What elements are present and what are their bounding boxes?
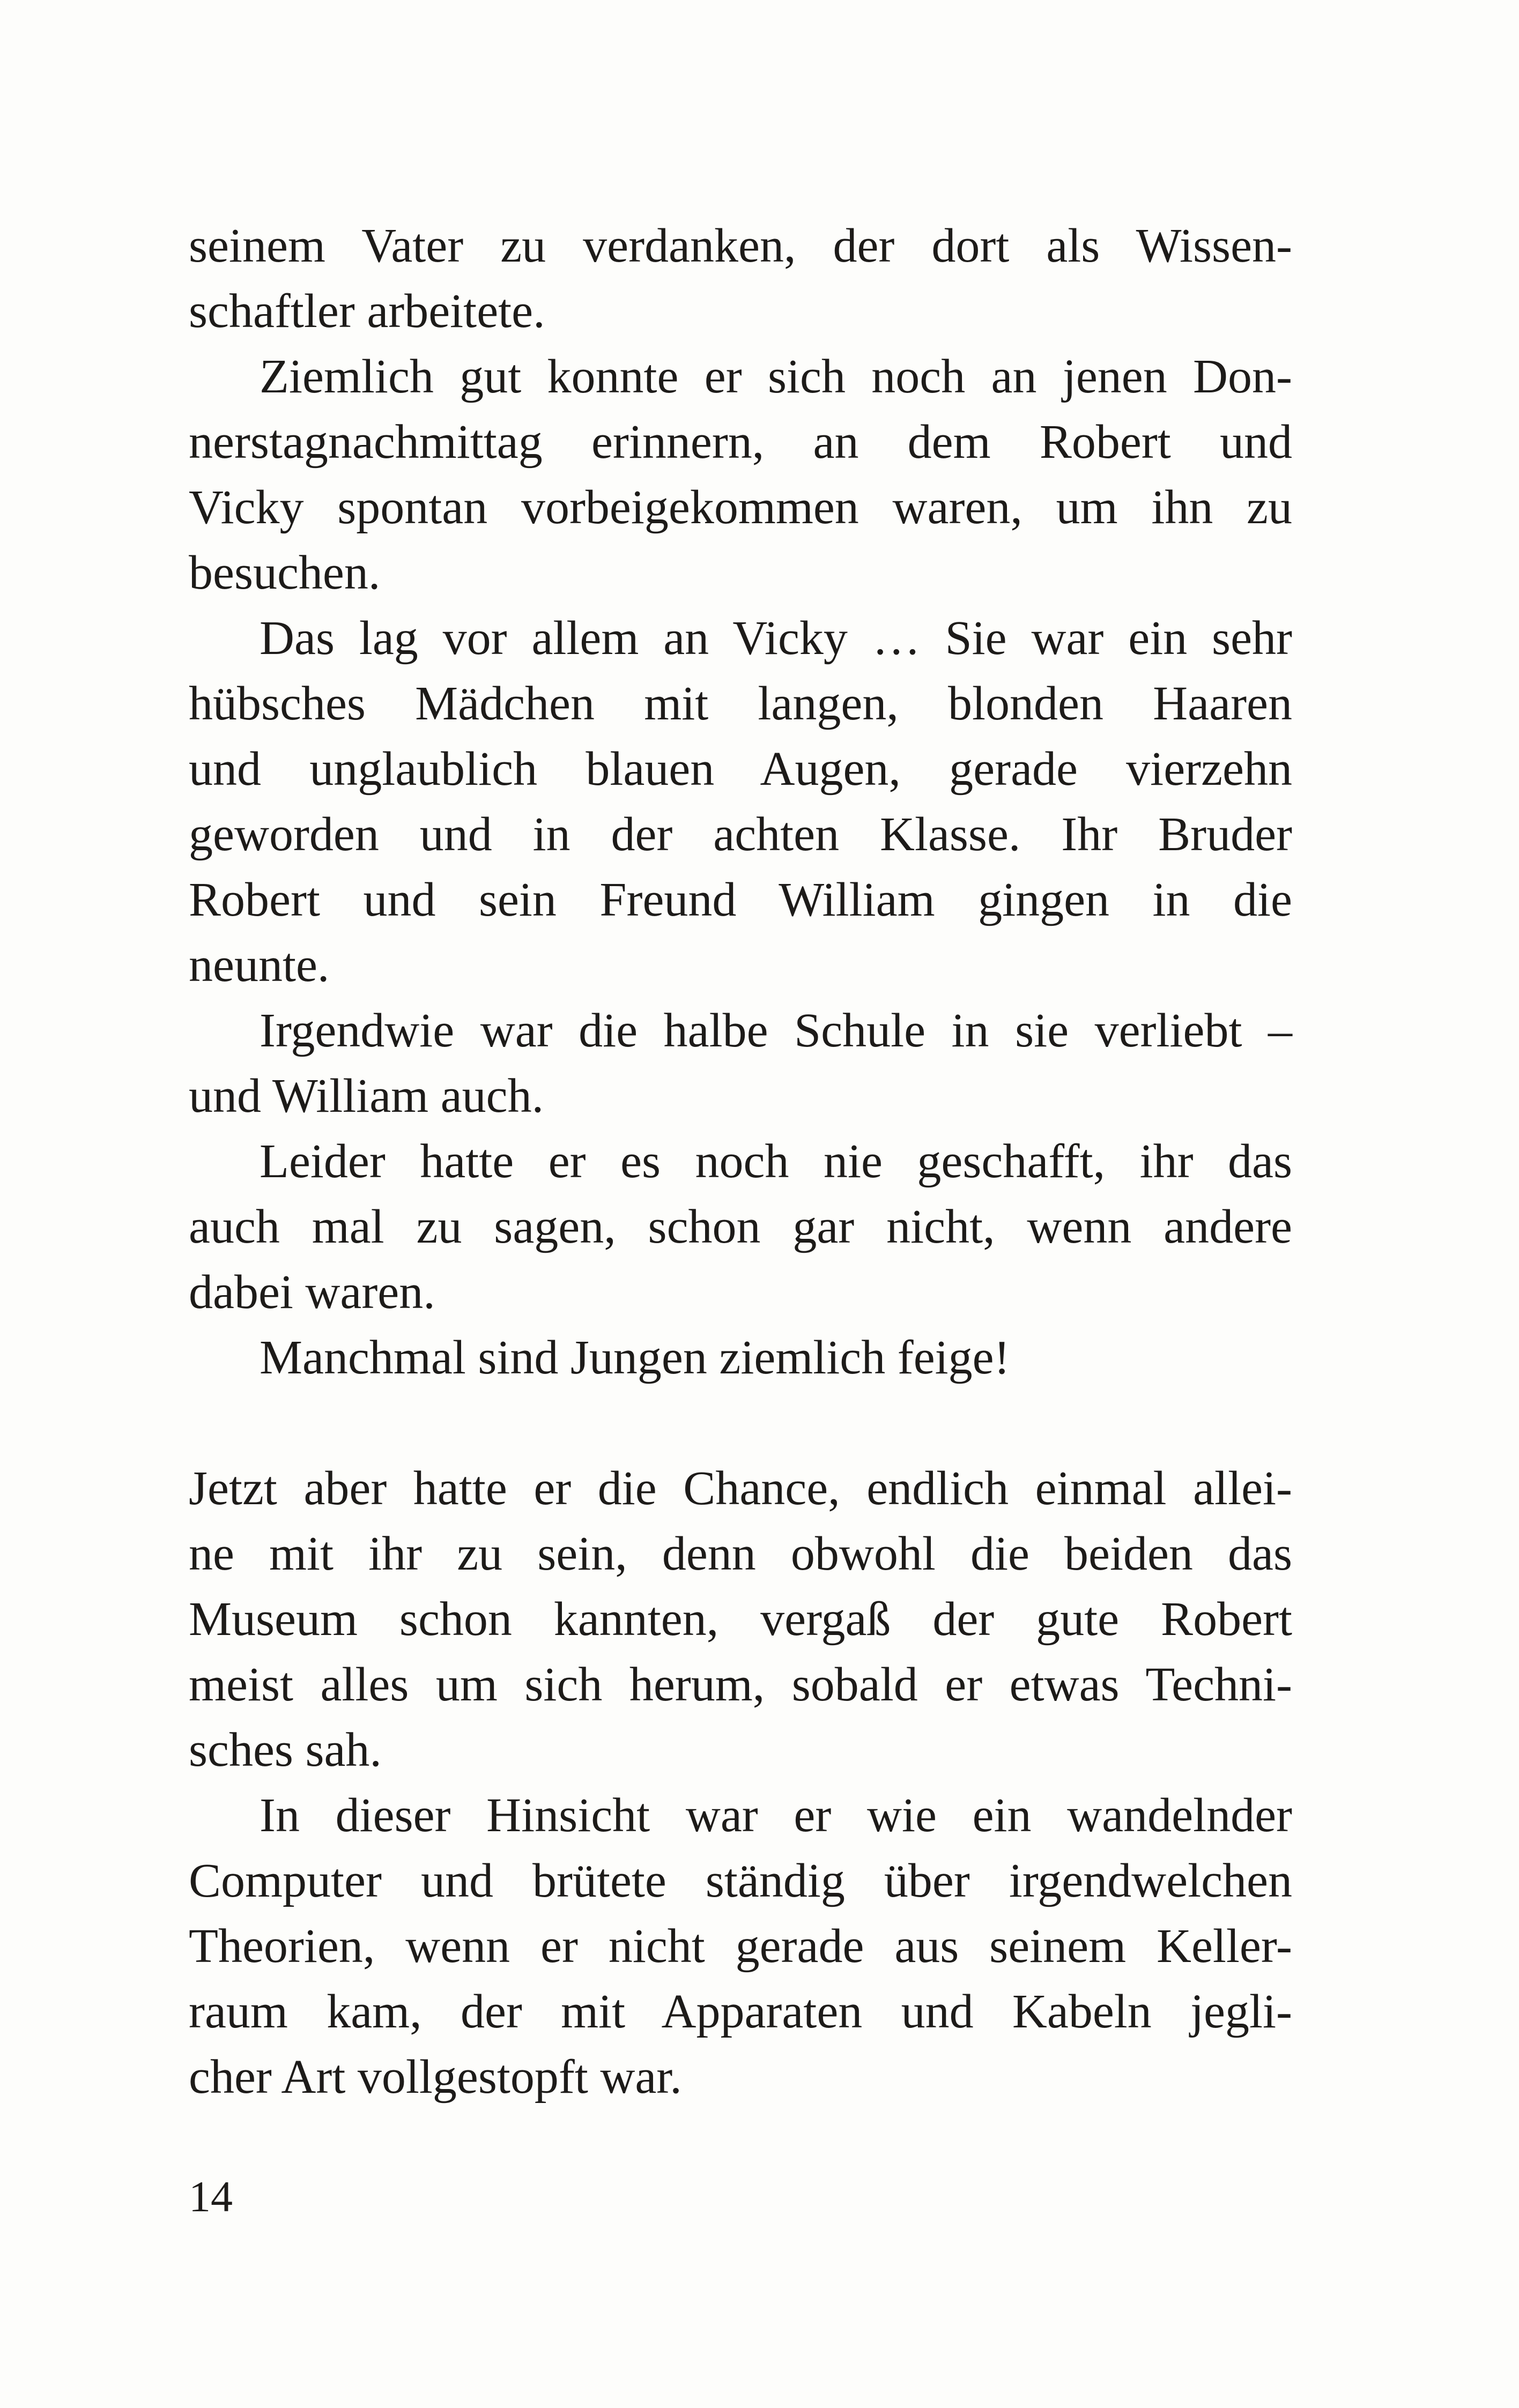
paragraph bbox=[189, 1325, 1292, 1391]
text-line: schaftler arbeitete. bbox=[189, 285, 545, 338]
text-line: Irgendwie war die halbe Schule in sie verliebt – bbox=[260, 1004, 1292, 1057]
body-text bbox=[189, 213, 1292, 2110]
paragraph bbox=[189, 998, 1292, 1129]
text-line: auch mal zu sagen, schon gar nicht, wenn andere bbox=[189, 1200, 1292, 1253]
text-line: Robert und sein Freund William gingen in die bbox=[189, 873, 1292, 926]
text-line: raum kam, der mit Apparaten und Kabeln jegli- bbox=[189, 1985, 1292, 2038]
text-line: Manchmal sind Jungen ziemlich feige! bbox=[260, 1331, 1010, 1384]
text-line: Theorien, wenn er nicht gerade aus seinem Keller- bbox=[189, 1920, 1292, 1973]
text-line: sches sah. bbox=[189, 1723, 382, 1777]
paragraph bbox=[189, 1783, 1292, 2110]
text-line: geworden und in der achten Klasse. Ihr Bruder bbox=[189, 808, 1292, 861]
text-line: hübsches Mädchen mit langen, blonden Haaren bbox=[189, 677, 1292, 730]
text-line: besuchen. bbox=[189, 546, 381, 599]
text-line: seinem Vater zu verdanken, der dort als Wissen- bbox=[189, 219, 1292, 272]
text-line: Leider hatte er es noch nie geschafft, ihr das bbox=[260, 1135, 1292, 1188]
text-line: Vicky spontan vorbeigekommen waren, um ihn zu bbox=[189, 481, 1292, 534]
paragraph bbox=[189, 1456, 1292, 1783]
text-line: Jetzt aber hatte er die Chance, endlich einmal allei- bbox=[189, 1462, 1292, 1515]
text-line: ne mit ihr zu sein, denn obwohl die beiden das bbox=[189, 1527, 1292, 1580]
paragraph bbox=[189, 213, 1292, 344]
text-line: Computer und brütete ständig über irgendwelchen bbox=[189, 1854, 1292, 1907]
text-line: nerstagnachmittag erinnern, an dem Robert und bbox=[189, 415, 1292, 469]
text-line: Museum schon kannten, vergaß der gute Robert bbox=[189, 1593, 1292, 1646]
text-line: cher Art vollgestopft war. bbox=[189, 2050, 682, 2104]
text-line: meist alles um sich herum, sobald er etwas Techni- bbox=[189, 1658, 1292, 1711]
paragraph bbox=[189, 344, 1292, 606]
text-line: In dieser Hinsicht war er wie ein wandelnder bbox=[260, 1789, 1292, 1842]
text-line: Das lag vor allem an Vicky … Sie war ein sehr bbox=[260, 612, 1292, 665]
paragraph bbox=[189, 1129, 1292, 1325]
page-number: 14 bbox=[189, 2172, 233, 2221]
paragraph bbox=[189, 606, 1292, 998]
text-line: neunte. bbox=[189, 939, 330, 992]
text-line: und William auch. bbox=[189, 1069, 544, 1123]
text-line: Ziemlich gut konnte er sich noch an jenen Don- bbox=[260, 350, 1292, 403]
text-line: und unglaublich blauen Augen, gerade vierzehn bbox=[189, 742, 1292, 796]
text-line: dabei waren. bbox=[189, 1266, 435, 1319]
